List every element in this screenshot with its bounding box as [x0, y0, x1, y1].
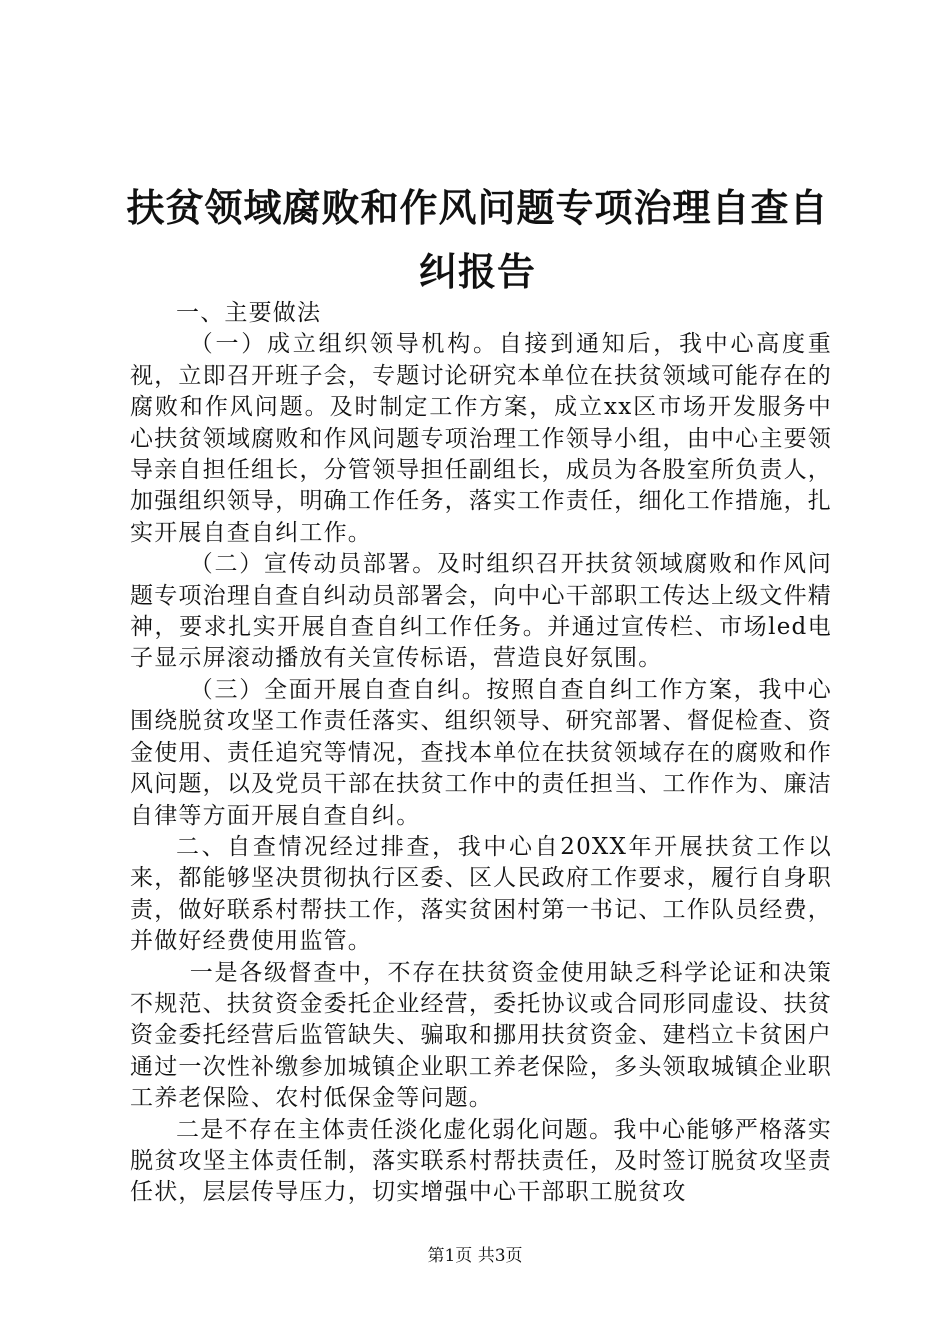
paragraph-leadership-organization: （一）成立组织领导机构。自接到通知后，我中心高度重视，立即召开班子会，专题讨论研究本单位在扶贫领域可能存在的腐败和作风问题。及时制定工作方案，成立xx区市场开发服务中心扶贫领域腐败和作风问题专项治理工作领导小组，由中心主要领导亲自担任组长，分管领导担任副组长，成员为各股室所负责人，加强组织领导，明确工作任务，落实工作责任，细化工作措施，扎实开展自查自纠工作。 [130, 331, 832, 546]
paragraph-point-one: 一是各级督查中，不存在扶贫资金使用缺乏科学论证和决策不规范、扶贫资金委托企业经营，委托协议或合同形同虚设、扶贫资金委托经营后监管缺失、骗取和挪用扶贫资金、建档立卡贫困户通过一次性补缴参加城镇企业职工养老保险，多头领取城镇企业职工养老保险、农村低保金等问题。 [130, 959, 832, 1112]
section-heading-main-practices: 一、主要做法 [176, 300, 322, 326]
document-body [130, 298, 832, 1209]
paragraph-publicity-mobilization: （二）宣传动员部署。及时组织召开扶贫领域腐败和作风问题专项治理自查自纠动员部署会，向中心干部职工传达上级文件精神，要求扎实开展自查自纠工作任务。并通过宣传栏、市场led电子显示屏滚动播放有关宣传标语，营造良好氛围。 [130, 551, 832, 672]
paragraph-point-two: 二是不存在主体责任淡化虚化弱化问题。我中心能够严格落实脱贫攻坚主体责任制，落实联系村帮扶责任，及时签订脱贫攻坚责任状，层层传导压力，切实增强中心干部职工脱贫攻 [130, 1116, 832, 1206]
page-footer: 第1页 共3页 [427, 1246, 523, 1266]
paragraph-self-inspection: （三）全面开展自查自纠。按照自查自纠工作方案，我中心围绕脱贫攻坚工作责任落实、组织领导、研究部署、督促检查、资金使用、责任追究等情况，查找本单位在扶贫领域存在的腐败和作风问题，以及党员干部在扶贫工作中的责任担当、工作作为、廉洁自律等方面开展自查自纠。 [130, 676, 832, 829]
section-heading-inspection-status: 二、自查情况经过排查，我中心自20XX年开展扶贫工作以来，都能够坚决贯彻执行区委、区人民政府工作要求，履行自身职责，做好联系村帮扶工作，落实贫困村第一书记、工作队员经费，并做好经费使用监管。 [130, 833, 832, 955]
document-title: 扶贫领域腐败和作风问题专项治理自查自纠报告 [126, 185, 829, 294]
